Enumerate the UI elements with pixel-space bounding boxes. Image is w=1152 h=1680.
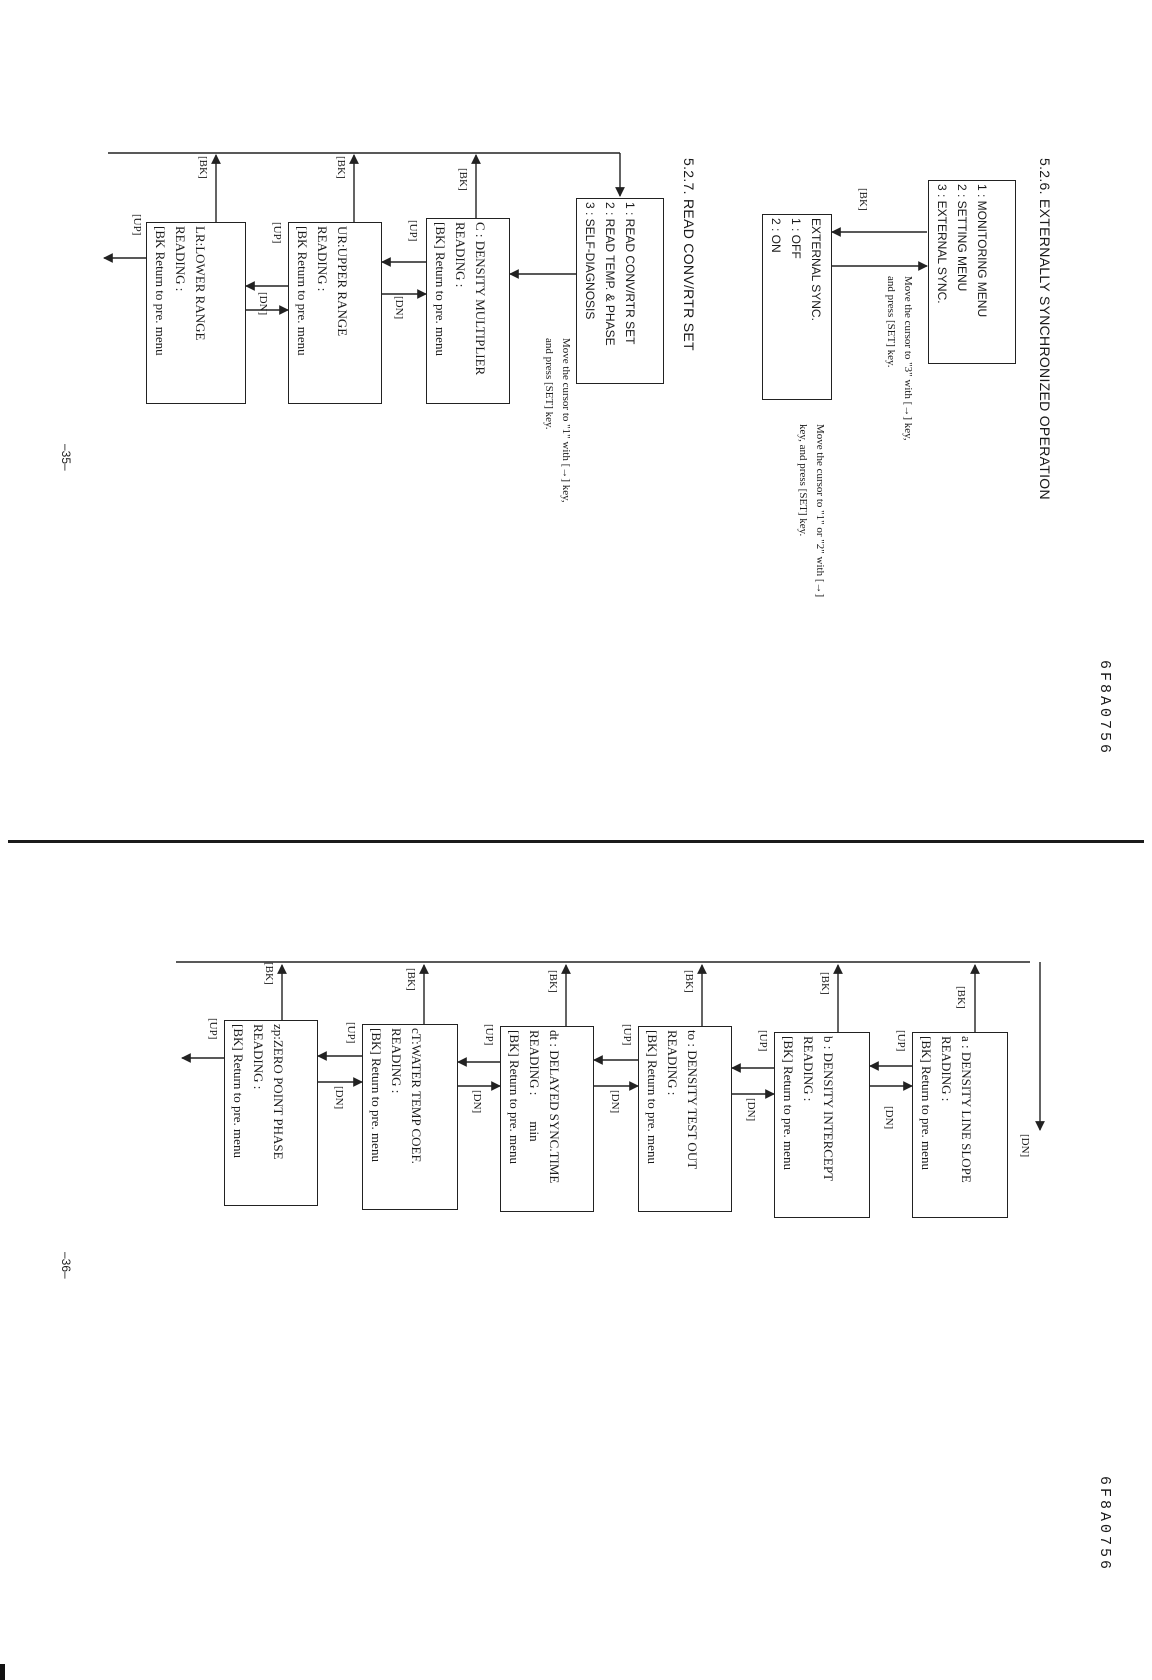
box-return: [BK] Return to pre. menu [645, 1030, 660, 1164]
menu-item-self-diagnosis: 3 : SELF-DIAGNOSIS [583, 202, 597, 320]
instruction-note: Move the cursor to "3" with [→] key, and press [SET] key. [885, 276, 914, 441]
bk-label: [BK] [547, 970, 559, 993]
up-label: [UP] [131, 214, 143, 236]
dn-label: [DN] [883, 1106, 895, 1130]
bk-label: [BK] [197, 156, 209, 179]
option-off: 1 : OFF [789, 218, 803, 259]
box-return: [BK] Return to pre. menu [507, 1030, 522, 1164]
density-intercept-box [774, 1032, 870, 1218]
dn-label: [DN] [745, 1098, 757, 1122]
density-line-slope-box [912, 1032, 1008, 1218]
document-code: 6F8A0756 [1096, 1476, 1113, 1573]
section-title: 5.2.6. EXTERNALLY SYNCHRONIZED OPERATION [1037, 158, 1053, 500]
bk-label: [BK] [335, 156, 347, 179]
density-test-out-box [638, 1026, 732, 1212]
scan-edge-mark [0, 1664, 5, 1680]
box-title: b : DENSITY INTERCEPT [821, 1036, 836, 1182]
dn-label: [DN] [257, 292, 269, 316]
up-label: [UP] [345, 1022, 357, 1044]
up-label: [UP] [207, 1018, 219, 1040]
box-reading: READING : min [527, 1030, 542, 1142]
dn-label: [DN] [333, 1086, 345, 1110]
external-sync-title: EXTERNAL SYNC. [809, 218, 823, 321]
zero-point-phase-box [224, 1020, 318, 1206]
document-code: 6F8A0756 [1096, 660, 1113, 757]
instruction-note: Move the cursor to "1" with [→] key, and press [SET] key. [543, 338, 572, 503]
menu-item-external-sync: 3 : EXTERNAL SYNC. [935, 184, 949, 304]
dn-label: [DN] [471, 1090, 483, 1114]
menu-item-read-conv: 1 : READ CONV/RTR SET [623, 202, 637, 345]
bk-label: [BK] [683, 970, 695, 993]
page-number: –35– [59, 444, 73, 471]
section-title: 5.2.7. READ CONV/RTR SET [681, 158, 697, 351]
box-return: [BK] Return to pre. menu [433, 222, 448, 356]
box-return: [BK Return to pre. menu [295, 226, 310, 356]
box-reading: READING : [801, 1036, 816, 1102]
dn-label: [DN] [609, 1090, 621, 1114]
box-return: [BK Return to pre. menu [153, 226, 168, 356]
up-label: [UP] [895, 1030, 907, 1052]
box-return: [BK] Return to pre. menu [231, 1024, 246, 1158]
up-label: [UP] [621, 1024, 633, 1046]
box-title: cT:WATER TEMP COEF. [409, 1028, 424, 1164]
box-return: [BK] Return to pre. menu [781, 1036, 796, 1170]
box-reading: READING : [665, 1030, 680, 1096]
page-divider [8, 840, 1144, 843]
box-title: UR:UPPER RANGE [335, 226, 350, 337]
box-reading: READING : [389, 1028, 404, 1094]
bk-label: [BK] [405, 968, 417, 991]
up-label: [UP] [271, 222, 283, 244]
bk-label: [BK] [457, 168, 469, 191]
box-reading: READING : [315, 226, 330, 292]
up-label: [UP] [483, 1024, 495, 1046]
box-title: zp:ZERO POINT PHASE [271, 1024, 286, 1160]
box-reading: READING : [939, 1036, 954, 1102]
option-on: 2 : ON [769, 218, 783, 253]
box-return: [BK] Return to pre. menu [369, 1028, 384, 1162]
menu-item-monitoring: 1 : MONITORING MENU [975, 184, 989, 318]
box-title: to : DENSITY TEST OUT [685, 1030, 700, 1170]
page-number: –36– [59, 1252, 73, 1279]
delayed-sync-time-box [500, 1026, 594, 1212]
bk-label: [BK] [857, 188, 869, 211]
bk-label: [BK] [819, 972, 831, 995]
box-reading: READING : [251, 1024, 266, 1090]
dn-label: [DN] [1019, 1134, 1031, 1158]
density-multiplier-box [426, 218, 510, 404]
bk-label: [BK] [263, 962, 275, 985]
main-menu-box [928, 180, 1016, 364]
instruction-note: Move the cursor to "1" or "2" with [→] key, and press [SET] key. [797, 424, 826, 598]
water-temp-coef-box [362, 1024, 458, 1210]
up-label: [UP] [407, 220, 419, 242]
read-menu-box [576, 198, 664, 384]
external-sync-box [762, 214, 832, 400]
menu-item-setting: 2 : SETTING MENU [955, 184, 969, 292]
upper-range-box [288, 222, 382, 404]
menu-item-read-temp: 2 : READ TEMP. & PHASE [603, 202, 617, 346]
box-reading: READING : [453, 222, 468, 288]
box-return: [BK] Return to pre. menu [919, 1036, 934, 1170]
box-title: dt : DELAYED SYNC.TIME [547, 1030, 562, 1184]
up-label: [UP] [757, 1030, 769, 1052]
box-reading: READING : [173, 226, 188, 292]
dn-label: [DN] [393, 296, 405, 320]
box-title: LR:LOWER RANGE [193, 226, 208, 341]
box-title: C : DENSITY MULTIPLIER [473, 222, 488, 376]
box-title: a : DENSITY LINE SLOPE [959, 1036, 974, 1183]
bk-label: [BK] [955, 986, 967, 1009]
lower-range-box [146, 222, 246, 404]
